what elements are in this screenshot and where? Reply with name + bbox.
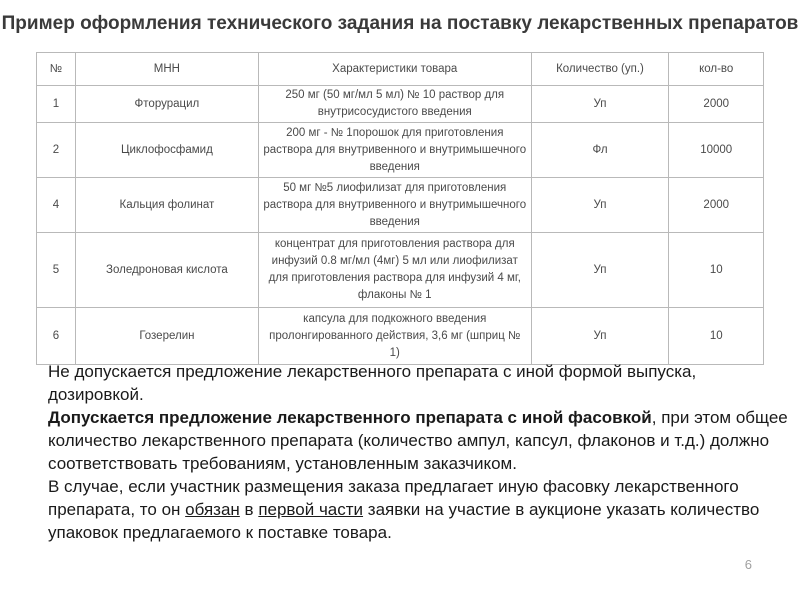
cell-number: 1 (37, 86, 76, 123)
packaging-rest: , при этом общее количество лекарственного препарата (количество ампул, капсул, флаконов и т.д.) должно соответствовать требованиям, установленным заказчиком. (48, 408, 788, 473)
obligation-part-a: В случае, если участник размещения заказа предлагает иную фасовку лекарственного препарата, то он (48, 477, 739, 519)
cell-mnn: Фторурацил (75, 86, 258, 123)
obligation-part-b: в (239, 500, 259, 519)
cell-characteristics: концентрат для приготовления раствора для инфузий 0.8 мг/мл (4мг) 5 мл или лиофилизат для приготовления раствора для инфузий 4 мг, флаконы № 1 (258, 233, 531, 308)
cell-mnn: Циклофосфамид (75, 123, 258, 178)
cell-unit: Уп (531, 86, 669, 123)
page-number: 6 (744, 557, 752, 572)
obligation-part-c: заявки на участие в аукционе указать количество упаковок предлагаемого к поставке товара. (48, 500, 760, 542)
cell-unit: Уп (531, 308, 669, 365)
cell-mnn: Кальция фолинат (75, 178, 258, 233)
cell-quantity: 2000 (669, 86, 764, 123)
header-mnn: МНН (75, 53, 258, 86)
cell-unit: Фл (531, 123, 669, 178)
table-header-row (37, 53, 764, 86)
cell-characteristics: капсула для подкожного введения пролонгированного действия, 3,6 мг (шприц № 1) (258, 308, 531, 365)
table-row (37, 178, 764, 233)
table-row (37, 86, 764, 123)
packaging-emphasis: Допускается предложение лекарственного препарата с иной фасовкой (48, 408, 652, 427)
slide-title: Пример оформления технического задания на поставку лекарственных препаратов (1, 13, 799, 34)
cell-mnn: Золедроновая кислота (75, 233, 258, 308)
cell-number: 2 (37, 123, 76, 178)
header-unit: Количество (уп.) (531, 53, 669, 86)
cell-quantity: 10000 (669, 123, 764, 178)
cell-characteristics: 50 мг №5 лиофилизат для приготовления раствора для внутривенного и внутримышечного введения (258, 178, 531, 233)
cell-mnn: Гозерелин (75, 308, 258, 365)
cell-characteristics: 250 мг (50 мг/мл 5 мл) № 10 раствор для внутрисосудистого введения (258, 86, 531, 123)
cell-quantity: 10 (669, 233, 764, 308)
header-characteristics: Характеристики товара (258, 53, 531, 86)
header-number: № (37, 53, 76, 86)
cell-unit: Уп (531, 233, 669, 308)
cell-unit: Уп (531, 178, 669, 233)
obligation-first-part: первой части (258, 500, 364, 519)
cell-quantity: 2000 (669, 178, 764, 233)
obligation-obliged: обязан (185, 500, 240, 519)
cell-number: 4 (37, 178, 76, 233)
cell-number: 6 (37, 308, 76, 365)
table-row (37, 308, 764, 365)
cell-quantity: 10 (669, 308, 764, 365)
paragraph-obligation (48, 475, 788, 544)
cell-number: 5 (37, 233, 76, 308)
table-row (37, 123, 764, 178)
cell-characteristics: 200 мг - № 1порошок для приготовления раствора для внутривенного и внутримышечного введения (258, 123, 531, 178)
paragraph-packaging (48, 406, 788, 475)
paragraph-restriction: Не допускается предложение лекарственного препарата с иной формой выпуска, дозировкой. (48, 362, 697, 404)
table-row (37, 233, 764, 308)
slide-body-text (48, 360, 788, 544)
spec-table (36, 52, 764, 365)
header-quantity: кол-во (669, 53, 764, 86)
